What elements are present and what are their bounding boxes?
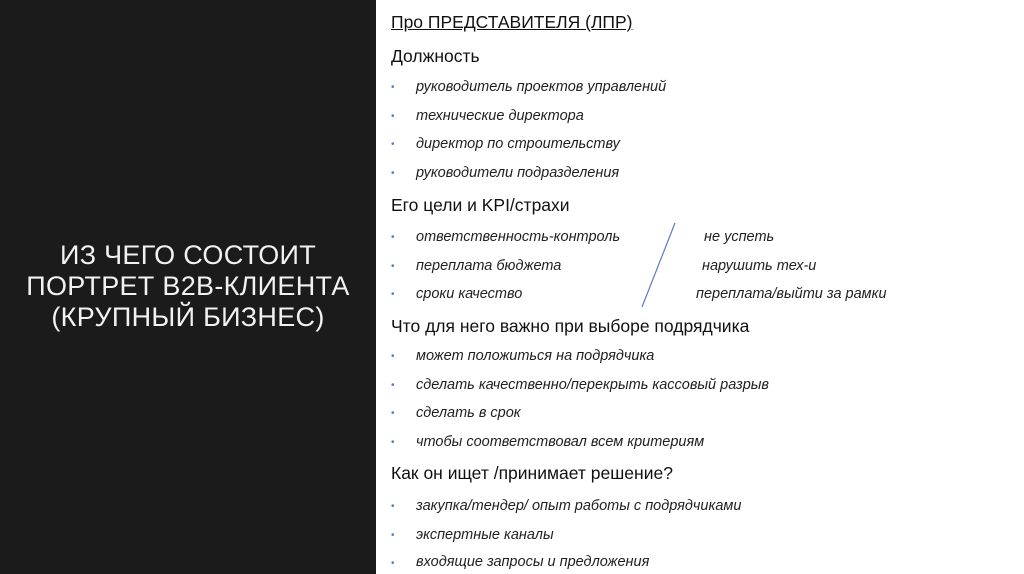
bullet-icon: • [391,501,395,512]
bullet-icon: • [391,168,395,179]
bullet-icon: • [391,232,395,243]
kpi-goal: ответственность-контроль [416,229,621,245]
list-item-text: входящие запросы и предложения [416,554,650,570]
slide-title-line-3: (КРУПНЫЙ БИЗНЕС) [51,302,325,332]
kpi-heading: Его цели и KPI/страхи [391,195,570,215]
slide-title-line-2: ПОРТРЕТ B2B-КЛИЕНТА [26,271,350,301]
bullet-icon: • [391,380,395,391]
list-item-text: закупка/тендер/ опыт работы с подрядчиками [416,498,742,514]
bullet-icon: • [391,111,395,122]
bullet-icon: • [391,408,395,419]
list-item-text: может положиться на подрядчика [416,348,655,364]
list-item-text: экспертные каналы [416,527,554,543]
list-item-text: сделать в срок [416,405,521,421]
bullet-icon: • [391,530,395,541]
bullet-icon: • [391,139,395,150]
bullet-icon: • [391,261,395,272]
decision-heading: Как он ищет /принимает решение? [391,463,673,483]
list-item-text: руководитель проектов управлений [416,79,667,95]
slide-title-line-1: ИЗ ЧЕГО СОСТОИТ [59,240,317,270]
list-item-text: технические директора [416,108,584,124]
list-item-text: сделать качественно/перекрыть кассовый разрыв [416,377,770,393]
content-panel [376,0,1024,574]
bullet-icon: • [391,351,395,362]
slash-divider [642,223,675,307]
list-item-text: чтобы соответствовал всем критериям [416,434,705,450]
position-heading: Должность [391,46,480,66]
kpi-fear: не успеть [704,229,775,245]
divider-line [376,0,1024,574]
bullet-icon: • [391,289,395,300]
list-item-text: руководители подразделения [416,165,620,181]
left-panel [0,0,376,574]
choice-heading: Что для него важно при выборе подрядчика [391,316,750,336]
bullet-icon: • [391,82,395,93]
kpi-fear: нарушить тех-и [702,258,817,274]
slide-title [0,240,376,333]
kpi-goal: переплата бюджета [416,258,562,274]
kpi-goal: сроки качество [416,286,523,302]
list-item-text: директор по строительству [416,136,620,152]
main-heading: Про ПРЕДСТАВИТЕЛЯ (ЛПР) [391,12,633,32]
kpi-fear: переплата/выйти за рамки [696,286,887,302]
bullet-icon: • [391,558,395,569]
bullet-icon: • [391,437,395,448]
